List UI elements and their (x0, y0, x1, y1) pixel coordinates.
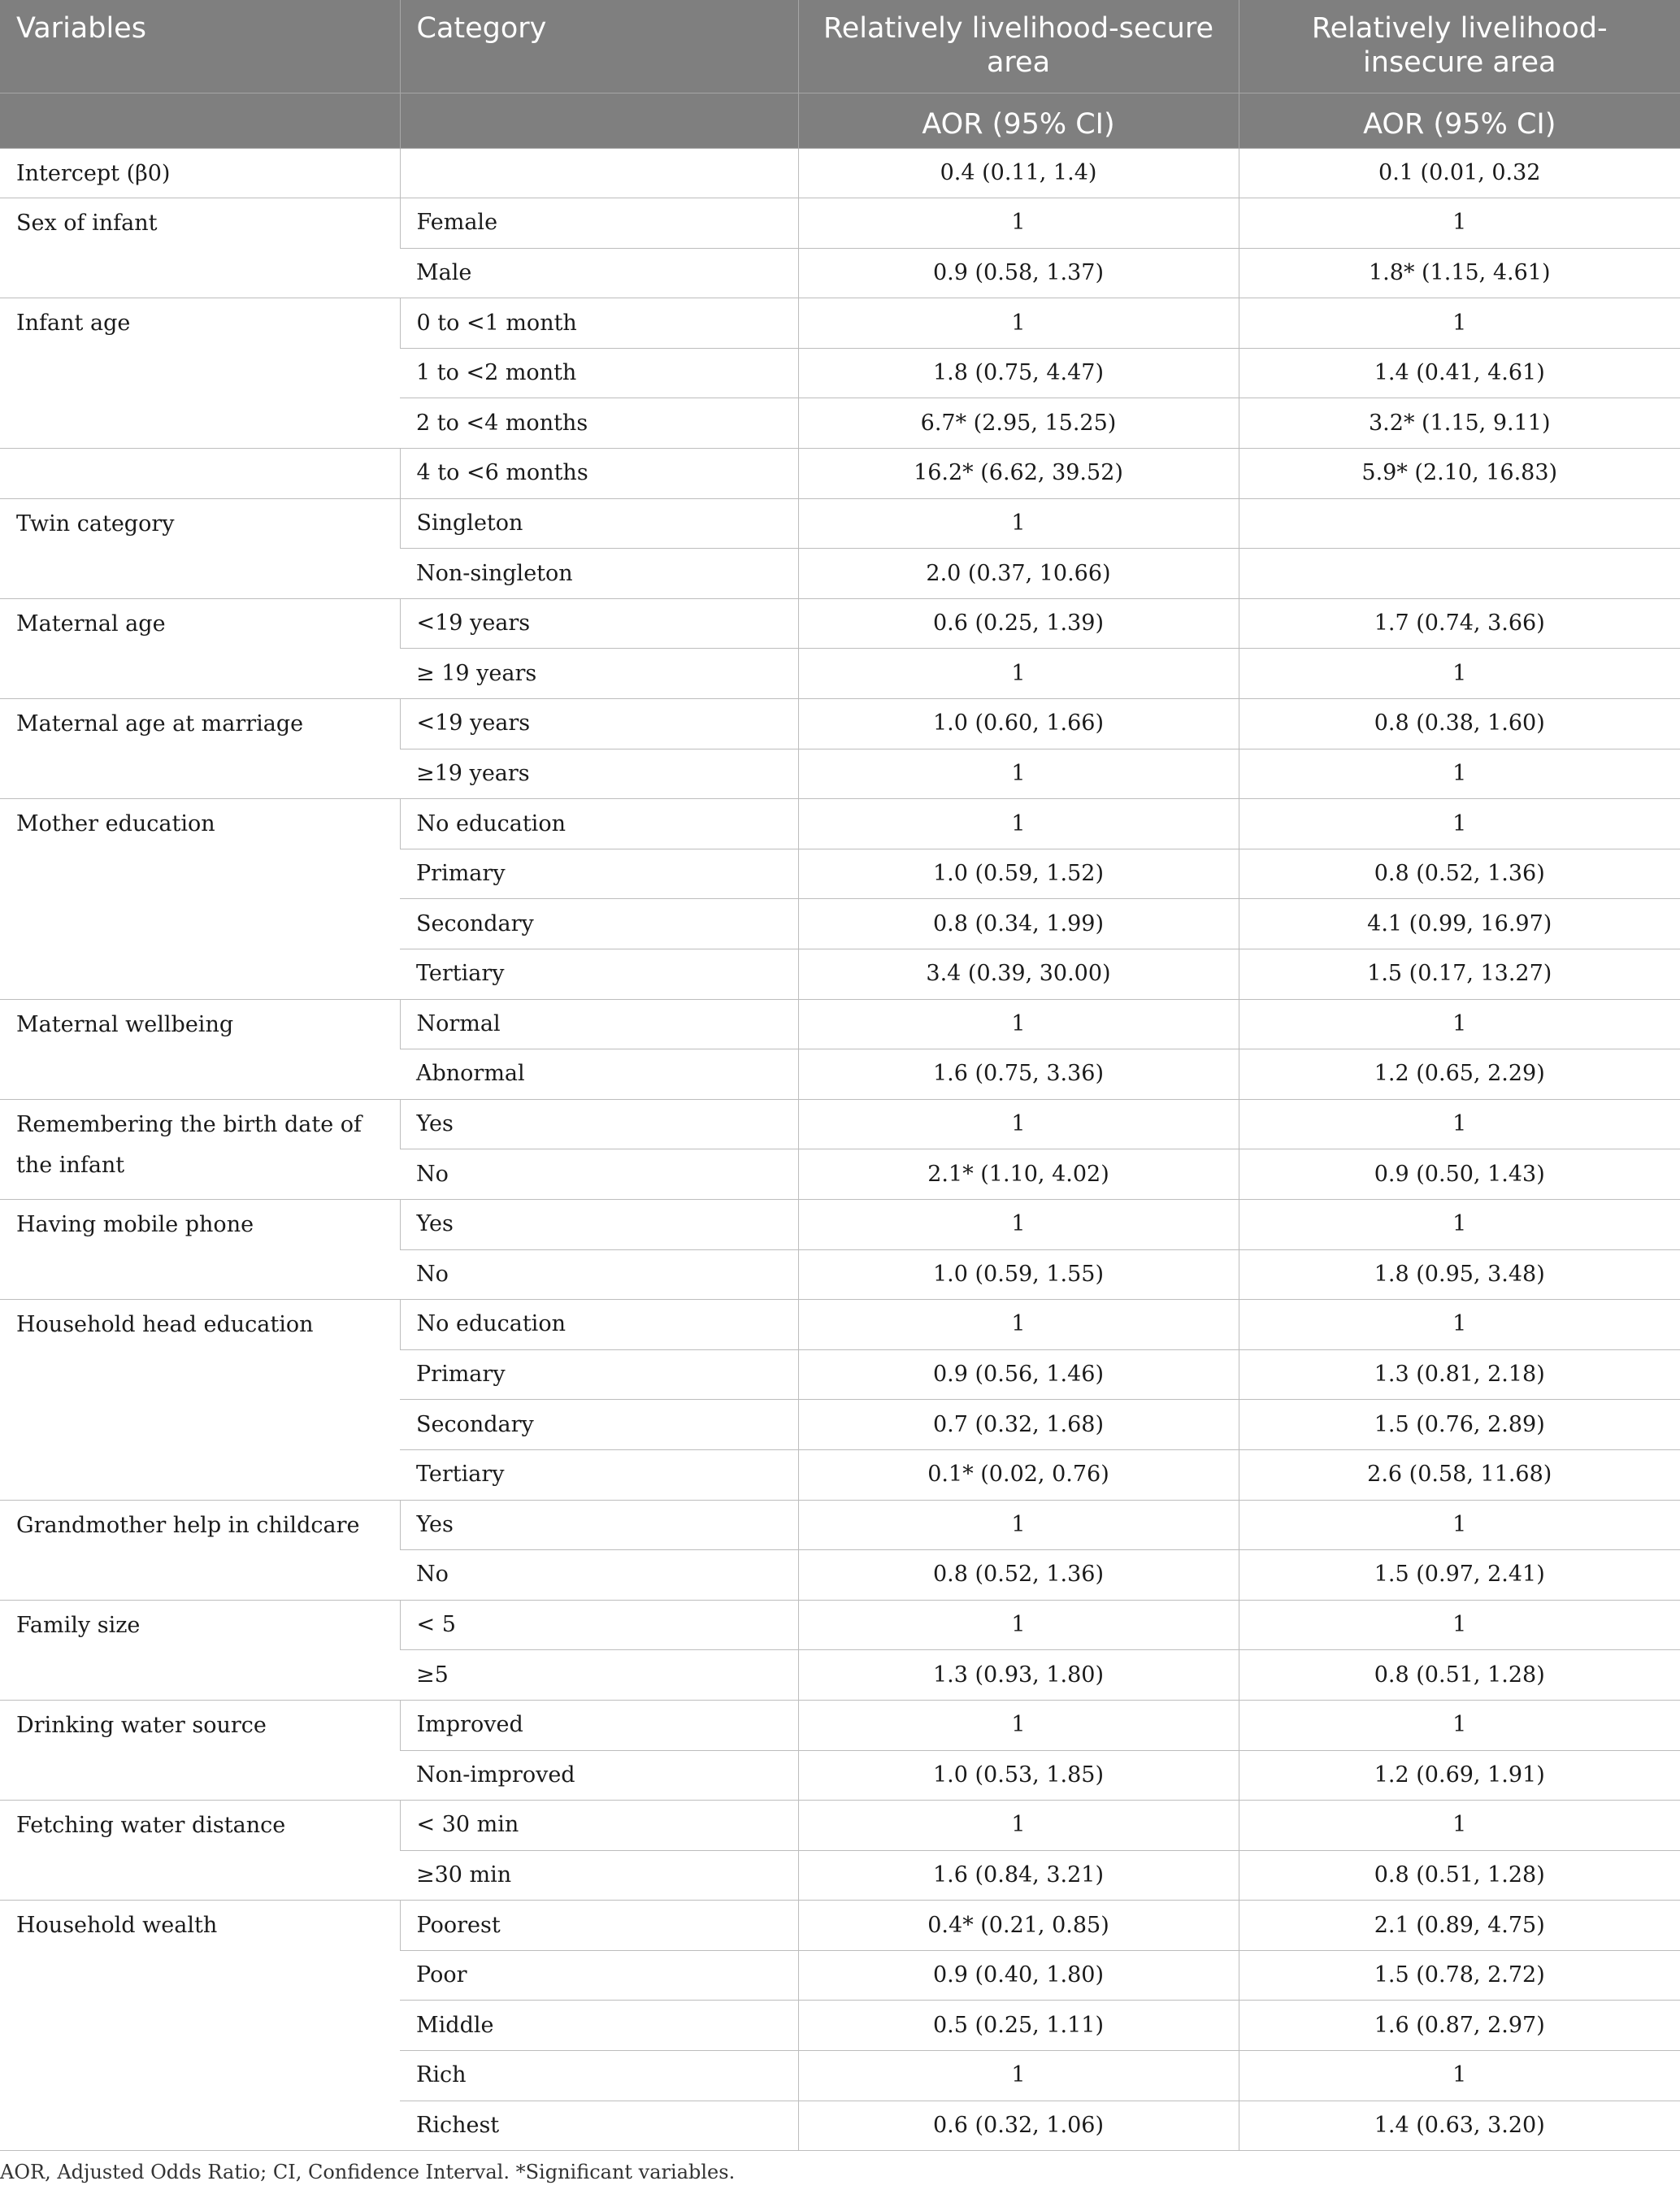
aor-secure-cell: 0.9 (0.40, 1.80) (798, 1950, 1239, 2001)
aor-secure-cell: 1 (798, 1801, 1239, 1851)
aor-insecure-cell: 1.8 (0.95, 3.48) (1239, 1249, 1680, 1300)
aor-insecure-cell: 1.5 (0.17, 13.27) (1239, 949, 1680, 1000)
table-row (0, 1300, 1680, 1350)
header-secure-area: Relatively livelihood-secure area (798, 0, 1239, 93)
aor-insecure-cell: 2.6 (0.58, 11.68) (1239, 1449, 1680, 1500)
aor-secure-cell: 1.3 (0.93, 1.80) (798, 1650, 1239, 1701)
variable-cell: Sex of infant (0, 198, 400, 298)
table-row (0, 799, 1680, 849)
variable-cell: Maternal age at marriage (0, 699, 400, 799)
category-cell: Richest (400, 2101, 798, 2151)
variable-cell: Remembering the birth date of the infant (0, 1099, 400, 1199)
aor-secure-cell: 2.1* (1.10, 4.02) (798, 1149, 1239, 1200)
category-cell: Primary (400, 1349, 798, 1400)
table-row (0, 1099, 1680, 1149)
aor-secure-cell: 1 (798, 1099, 1239, 1149)
variable-cell: Mother education (0, 799, 400, 999)
variable-cell: Household wealth (0, 1901, 400, 2151)
aor-insecure-cell: 2.1 (0.89, 4.75) (1239, 1901, 1680, 1951)
category-cell: Singleton (400, 498, 798, 549)
aor-insecure-cell: 1.5 (0.76, 2.89) (1239, 1400, 1680, 1450)
category-cell: <19 years (400, 699, 798, 749)
category-cell: Poor (400, 1950, 798, 2001)
variable-cell: Intercept (β0) (0, 148, 400, 198)
variable-cell: Infant age (0, 298, 400, 449)
table-row (0, 1199, 1680, 1249)
category-cell: No education (400, 799, 798, 849)
aor-insecure-cell: 1.4 (0.63, 3.20) (1239, 2101, 1680, 2151)
variable-cell: Drinking water source (0, 1700, 400, 1800)
category-cell: Yes (400, 1199, 798, 1249)
aor-secure-cell: 0.8 (0.34, 1.99) (798, 899, 1239, 949)
category-cell: Non-singleton (400, 549, 798, 599)
aor-insecure-cell: 1 (1239, 749, 1680, 799)
header-sub-empty-2 (400, 93, 798, 148)
table-row (0, 999, 1680, 1049)
category-cell: 4 to <6 months (400, 449, 798, 499)
aor-insecure-cell: 0.8 (0.52, 1.36) (1239, 849, 1680, 899)
aor-insecure-cell: 0.8 (0.38, 1.60) (1239, 699, 1680, 749)
aor-secure-cell: 1 (798, 799, 1239, 849)
table-row (0, 449, 1680, 499)
aor-insecure-cell: 1.8* (1.15, 4.61) (1239, 248, 1680, 298)
aor-secure-cell: 0.5 (0.25, 1.11) (798, 2001, 1239, 2051)
aor-insecure-cell: 1 (1239, 1500, 1680, 1550)
category-cell: Female (400, 198, 798, 249)
category-cell: No education (400, 1300, 798, 1350)
table-row (0, 498, 1680, 549)
aor-insecure-cell: 1.3 (0.81, 2.18) (1239, 1349, 1680, 1400)
aor-insecure-cell: 1 (1239, 1700, 1680, 1750)
table-row (0, 598, 1680, 649)
aor-insecure-cell: 1.7 (0.74, 3.66) (1239, 598, 1680, 649)
category-cell: Poorest (400, 1901, 798, 1951)
aor-secure-cell: 1 (798, 498, 1239, 549)
category-cell: Yes (400, 1500, 798, 1550)
category-cell: No (400, 1550, 798, 1601)
aor-secure-cell: 1 (798, 298, 1239, 349)
category-cell: ≥5 (400, 1650, 798, 1701)
aor-secure-cell: 1 (798, 198, 1239, 249)
aor-insecure-cell: 1 (1239, 1801, 1680, 1851)
aor-secure-cell: 1.0 (0.59, 1.55) (798, 1249, 1239, 1300)
aor-secure-cell: 0.6 (0.32, 1.06) (798, 2101, 1239, 2151)
aor-insecure-cell: 1.5 (0.97, 2.41) (1239, 1550, 1680, 1601)
aor-insecure-cell: 0.9 (0.50, 1.43) (1239, 1149, 1680, 1200)
header-row-sub (0, 93, 1680, 148)
aor-secure-cell: 1.0 (0.59, 1.52) (798, 849, 1239, 899)
aor-insecure-cell: 1 (1239, 1300, 1680, 1350)
variable-cell: Grandmother help in childcare (0, 1500, 400, 1600)
aor-insecure-cell: 1.2 (0.69, 1.91) (1239, 1750, 1680, 1801)
aor-insecure-cell: 1 (1239, 1099, 1680, 1149)
table-footnote: AOR, Adjusted Odds Ratio; CI, Confidence Interval. *Significant variables. (0, 2161, 736, 2183)
category-cell: Rich (400, 2051, 798, 2101)
aor-secure-cell: 1.8 (0.75, 4.47) (798, 348, 1239, 398)
table-row (0, 1500, 1680, 1550)
variable-cell (0, 449, 400, 499)
table-row (0, 1901, 1680, 1951)
variable-cell: Fetching water distance (0, 1801, 400, 1901)
category-cell (400, 148, 798, 198)
header-aor-insecure: AOR (95% CI) (1239, 93, 1680, 148)
aor-insecure-cell: 1.6 (0.87, 2.97) (1239, 2001, 1680, 2051)
aor-secure-cell: 1.6 (0.84, 3.21) (798, 1850, 1239, 1901)
aor-secure-cell: 1 (798, 649, 1239, 699)
aor-secure-cell: 1 (798, 1700, 1239, 1750)
aor-secure-cell: 1 (798, 1199, 1239, 1249)
aor-secure-cell: 1 (798, 1500, 1239, 1550)
table-row (0, 1600, 1680, 1650)
category-cell: No (400, 1249, 798, 1300)
category-cell: No (400, 1149, 798, 1200)
variable-cell: Maternal age (0, 598, 400, 698)
aor-insecure-cell: 5.9* (2.10, 16.83) (1239, 449, 1680, 499)
category-cell: Abnormal (400, 1049, 798, 1100)
category-cell: Middle (400, 2001, 798, 2051)
aor-insecure-cell: 1.4 (0.41, 4.61) (1239, 348, 1680, 398)
header-sub-empty-1 (0, 93, 400, 148)
aor-secure-cell: 1 (798, 2051, 1239, 2101)
variable-cell: Family size (0, 1600, 400, 1700)
category-cell: Yes (400, 1099, 798, 1149)
category-cell: Secondary (400, 1400, 798, 1450)
category-cell: Tertiary (400, 949, 798, 1000)
table-body (0, 148, 1680, 2151)
variable-cell: Maternal wellbeing (0, 999, 400, 1099)
category-cell: Tertiary (400, 1449, 798, 1500)
table-header (0, 0, 1680, 148)
category-cell: ≥ 19 years (400, 649, 798, 699)
aor-insecure-cell: 1 (1239, 649, 1680, 699)
aor-secure-cell: 0.4* (0.21, 0.85) (798, 1901, 1239, 1951)
aor-secure-cell: 0.9 (0.56, 1.46) (798, 1349, 1239, 1400)
aor-secure-cell: 6.7* (2.95, 15.25) (798, 398, 1239, 449)
aor-insecure-cell: 1 (1239, 198, 1680, 249)
category-cell: Non-improved (400, 1750, 798, 1801)
aor-secure-cell: 0.6 (0.25, 1.39) (798, 598, 1239, 649)
aor-secure-cell: 1.0 (0.60, 1.66) (798, 699, 1239, 749)
table-row (0, 1801, 1680, 1851)
aor-secure-cell: 0.4 (0.11, 1.4) (798, 148, 1239, 198)
category-cell: Primary (400, 849, 798, 899)
category-cell: Improved (400, 1700, 798, 1750)
aor-secure-cell: 16.2* (6.62, 39.52) (798, 449, 1239, 499)
variable-cell: Having mobile phone (0, 1199, 400, 1299)
category-cell: < 30 min (400, 1801, 798, 1851)
aor-insecure-cell (1239, 498, 1680, 549)
header-variables: Variables (0, 0, 400, 93)
header-row-main (0, 0, 1680, 93)
aor-insecure-cell: 1 (1239, 999, 1680, 1049)
aor-secure-cell: 1.0 (0.53, 1.85) (798, 1750, 1239, 1801)
aor-insecure-cell: 1 (1239, 799, 1680, 849)
aor-insecure-cell: 1.5 (0.78, 2.72) (1239, 1950, 1680, 2001)
aor-insecure-cell (1239, 549, 1680, 599)
aor-secure-cell: 1 (798, 749, 1239, 799)
aor-insecure-cell: 0.8 (0.51, 1.28) (1239, 1650, 1680, 1701)
category-cell: ≥30 min (400, 1850, 798, 1901)
aor-insecure-cell: 0.8 (0.51, 1.28) (1239, 1850, 1680, 1901)
table-row (0, 699, 1680, 749)
table-row (0, 198, 1680, 249)
category-cell: < 5 (400, 1600, 798, 1650)
variable-cell: Household head education (0, 1300, 400, 1500)
aor-secure-cell: 0.9 (0.58, 1.37) (798, 248, 1239, 298)
aor-secure-cell: 1 (798, 1300, 1239, 1350)
aor-secure-cell: 1 (798, 1600, 1239, 1650)
aor-insecure-cell: 1 (1239, 1199, 1680, 1249)
aor-secure-cell: 0.8 (0.52, 1.36) (798, 1550, 1239, 1601)
aor-insecure-cell: 1 (1239, 298, 1680, 349)
category-cell: Normal (400, 999, 798, 1049)
aor-insecure-cell: 1 (1239, 1600, 1680, 1650)
category-cell: <19 years (400, 598, 798, 649)
category-cell: ≥19 years (400, 749, 798, 799)
aor-secure-cell: 1 (798, 999, 1239, 1049)
aor-insecure-cell: 1 (1239, 2051, 1680, 2101)
category-cell: 1 to <2 month (400, 348, 798, 398)
aor-insecure-cell: 3.2* (1.15, 9.11) (1239, 398, 1680, 449)
aor-insecure-cell: 4.1 (0.99, 16.97) (1239, 899, 1680, 949)
aor-secure-cell: 1.6 (0.75, 3.36) (798, 1049, 1239, 1100)
aor-secure-cell: 3.4 (0.39, 30.00) (798, 949, 1239, 1000)
table-row (0, 298, 1680, 349)
aor-insecure-cell: 1.2 (0.65, 2.29) (1239, 1049, 1680, 1100)
category-cell: Secondary (400, 899, 798, 949)
category-cell: 0 to <1 month (400, 298, 798, 349)
header-aor-secure: AOR (95% CI) (798, 93, 1239, 148)
aor-secure-cell: 2.0 (0.37, 10.66) (798, 549, 1239, 599)
header-category: Category (400, 0, 798, 93)
aor-secure-cell: 0.1* (0.02, 0.76) (798, 1449, 1239, 1500)
table-row (0, 148, 1680, 198)
category-cell: 2 to <4 months (400, 398, 798, 449)
table-row (0, 1700, 1680, 1750)
variable-cell: Twin category (0, 498, 400, 598)
category-cell: Male (400, 248, 798, 298)
aor-insecure-cell: 0.1 (0.01, 0.32 (1239, 148, 1680, 198)
header-insecure-area: Relatively livelihood-insecure area (1239, 0, 1680, 93)
aor-secure-cell: 0.7 (0.32, 1.68) (798, 1400, 1239, 1450)
